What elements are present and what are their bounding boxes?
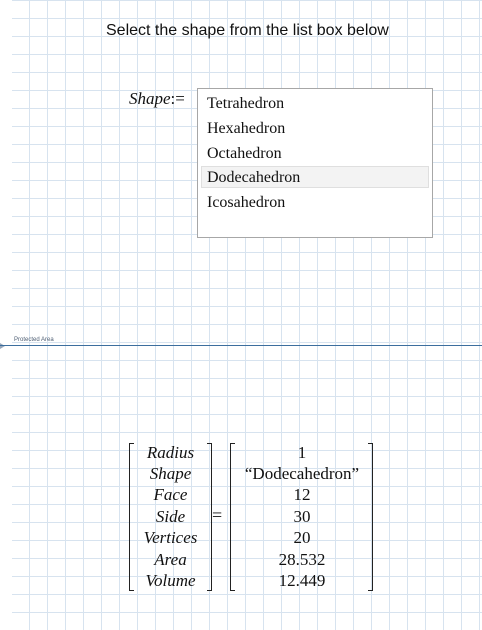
- result-value-face: 12: [293, 485, 311, 504]
- result-value-shape: “Dodecahedron”: [244, 464, 360, 483]
- listbox-item-octahedron[interactable]: Octahedron: [207, 145, 282, 162]
- definition-operator: :=: [170, 89, 185, 108]
- values-matrix-right-bracket: [368, 443, 373, 591]
- listbox-item-hexahedron[interactable]: Hexahedron: [207, 120, 286, 137]
- result-name-face: Face: [153, 485, 188, 504]
- shape-definition-label: [129, 89, 185, 109]
- result-value-area: 28.532: [278, 550, 326, 569]
- result-name-side: Side: [155, 507, 186, 526]
- result-value-vertices: 20: [293, 528, 311, 547]
- protected-area-label: Protected Area: [14, 337, 54, 343]
- left-margin: [0, 0, 12, 630]
- result-name-shape: Shape: [149, 464, 192, 483]
- listbox-item-tetrahedron[interactable]: Tetrahedron: [207, 95, 285, 112]
- result-name-vertices: Vertices: [143, 528, 198, 547]
- shape-variable-name: Shape: [129, 89, 171, 108]
- result-value-radius: 1: [297, 443, 307, 462]
- protected-area-arrow-icon[interactable]: [0, 343, 5, 349]
- result-name-radius: Radius: [146, 443, 195, 462]
- values-matrix-left-bracket: [230, 443, 235, 591]
- result-value-volume: 12.449: [278, 571, 326, 590]
- listbox-item-icosahedron[interactable]: Icosahedron: [207, 194, 286, 211]
- result-equals-sign: =: [212, 505, 223, 525]
- result-value-side: 30: [293, 507, 311, 526]
- result-name-area: Area: [154, 550, 187, 569]
- listbox-item-dodecahedron[interactable]: Dodecahedron: [201, 166, 429, 188]
- result-name-volume: Volume: [145, 571, 196, 590]
- instruction-heading: Select the shape from the list box below: [106, 22, 389, 39]
- protected-area-divider[interactable]: [0, 345, 482, 346]
- shape-listbox[interactable]: [197, 88, 433, 238]
